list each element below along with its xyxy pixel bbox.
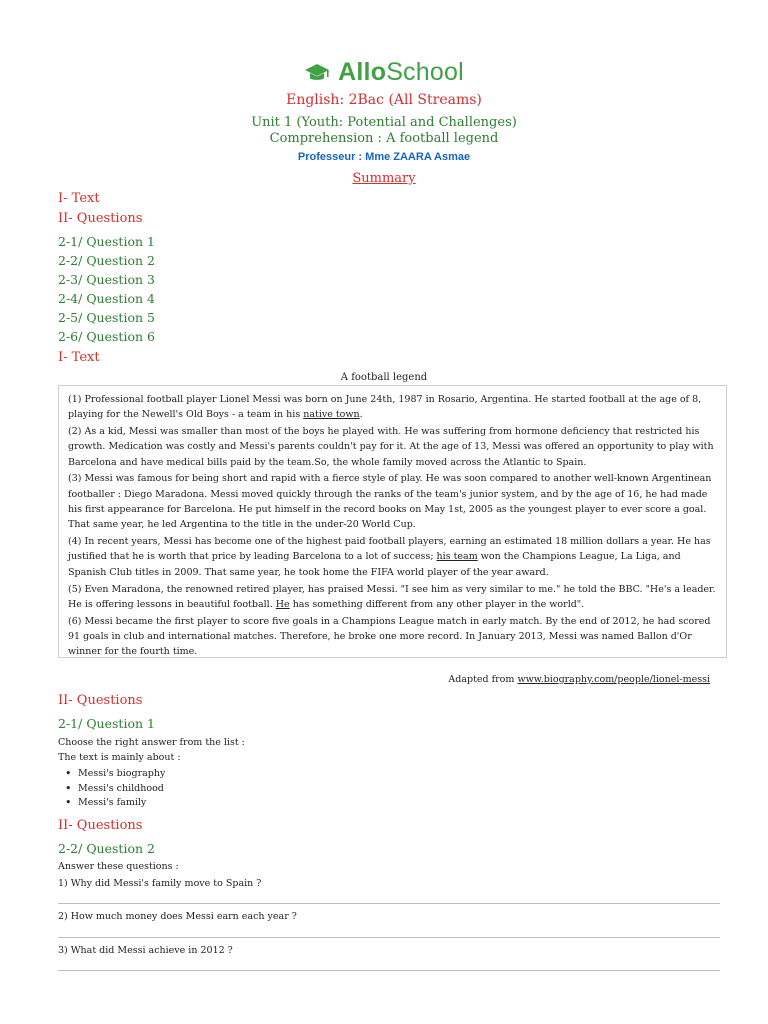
toc-item-questions[interactable]: II- Questions [58, 211, 143, 226]
question-2-heading: 2-2/ Question 2 [58, 841, 155, 856]
question-2-instruction: Answer these questions : [58, 861, 179, 872]
answer-line-3 [58, 970, 720, 971]
professor-name: Professeur : Mme ZAARA Asmae [297, 151, 471, 163]
option-childhood: • Messi's childhood [62, 782, 165, 797]
questions-heading-2: II- Questions [58, 818, 143, 833]
toc-item-question-6[interactable]: 2-6/ Question 6 [58, 329, 155, 344]
option-biography: • Messi's biography [62, 767, 165, 782]
questions-heading-1: II- Questions [58, 693, 143, 708]
toc-item-question-2[interactable]: 2-2/ Question 2 [58, 253, 155, 268]
paragraph-4: (4) In recent years, Messi has become one of the highest paid football players, earning an estimated 18 million dollars a year. He has justified that he is worth that price by leading Barcelona to a lot of success; his team won the Champions League, La Liga, and Spanish Club titles in 2009. That same year, he took home the FIFA world player of the year award. [68, 536, 711, 578]
unit-title: Unit 1 (Youth: Potential and Challenges) [251, 115, 517, 130]
source-link[interactable]: www.biography.com/people/lionel-messi [517, 674, 710, 685]
graduation-cap-icon [304, 63, 330, 83]
question-2-item-2: 2) How much money does Messi earn each year ? [58, 911, 297, 922]
question-2-item-3: 3) What did Messi achieve in 2012 ? [58, 945, 233, 956]
toc-item-question-5[interactable]: 2-5/ Question 5 [58, 310, 155, 325]
toc-item-question-1[interactable]: 2-1/ Question 1 [58, 234, 155, 249]
underlined-his-team: his team [436, 551, 478, 563]
underlined-native-town: native town [303, 409, 360, 421]
answer-line-2 [58, 937, 720, 938]
course-title: English: 2Bac (All Streams) [286, 92, 482, 108]
question-1-instruction: Choose the right answer from the list : [58, 737, 245, 748]
paragraph-6: (6) Messi became the first player to score five goals in a Champions League match in early match. By the end of 2012, he had scored 91 goals in club and international matches. Therefore, he broke one more record. In January 2013, Messi was named Ballon d'Or winner for the fourth time. [68, 615, 711, 658]
text-box-title: A football legend [340, 372, 428, 383]
comprehension-title: Comprehension : A football legend [269, 131, 499, 146]
logo-text [338, 58, 464, 87]
question-1-heading: 2-1/ Question 1 [58, 716, 155, 731]
paragraph-1: (1) Professional football player Lionel Messi was born on June 24th, 1987 in Rosario, Argentina. He started football at the age of 8, playing for the Newell's Old Boys - a team in his native town. [68, 394, 702, 421]
summary-heading: Summary [352, 171, 416, 186]
answer-line-1 [58, 903, 720, 904]
paragraph-3: (3) Messi was famous for being short and rapid with a fierce style of play. He was soon compared to another well-known Argentinean footballer : Diego Maradona. Messi moved quickly through the ranks of the team's junior system, and by the age of 16, he had made his first appearance for Barcelona. He put himself in the record books on May 1st, 2005 as the youngest player to ever score a goal. That same year, he led Argentina to the title in the under-20 World Cup. [68, 473, 712, 531]
logo-brand-school: School [386, 58, 464, 86]
underlined-he: He [275, 598, 290, 610]
question-2-item-1: 1) Why did Messi's family move to Spain ? [58, 878, 262, 889]
question-1-prompt: The text is mainly about : [58, 752, 181, 763]
section-text-heading: I- Text [58, 350, 100, 365]
reading-text-box [58, 385, 727, 658]
logo-brand-allo: Allo [338, 58, 387, 86]
paragraph-5: (5) Even Maradona, the renowned retired player, has praised Messi. "I see him as very similar to me." he told the BBC. "He's a leader. He is offering lessons in beautiful football. He has something different from any other player in the world". [68, 583, 716, 610]
toc-item-question-4[interactable]: 2-4/ Question 4 [58, 291, 155, 306]
question-1-options [62, 767, 165, 811]
option-family: • Messi's family [62, 796, 165, 811]
toc-item-question-3[interactable]: 2-3/ Question 3 [58, 272, 155, 287]
toc-item-text[interactable]: I- Text [58, 191, 100, 206]
paragraph-2: (2) As a kid, Messi was smaller than most of the boys he played with. He was suffering from hormone deficiency that restricted his growth. Medication was costly and Messi's parents couldn't pay for it. At the age of 13, Messi was offered an opportunity to play with Barcelona and have medical bills paid by the team.So, the whole family moved across the Atlantic to Spain. [68, 426, 714, 468]
alloschool-logo[interactable] [0, 58, 768, 87]
source-attribution: Adapted from www.biography.com/people/lionel-messi [448, 674, 710, 685]
